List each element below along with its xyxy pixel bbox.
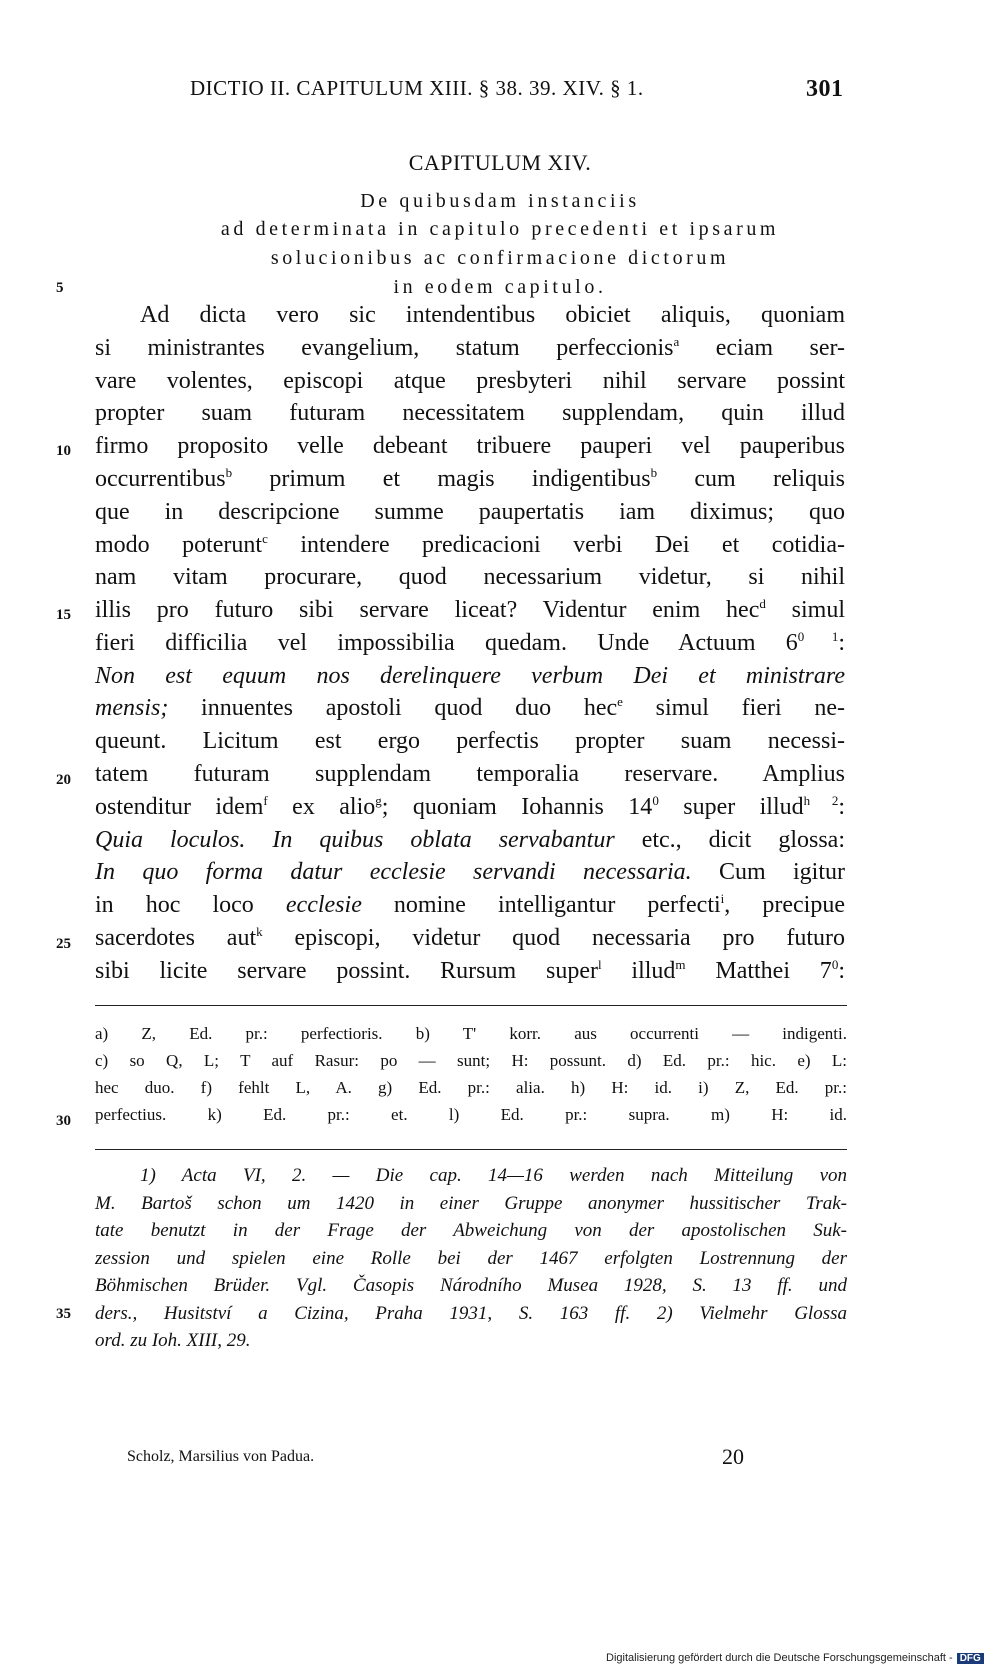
footnote-line: ord. zu Ioh. XIII, 29. bbox=[95, 1330, 251, 1351]
apparatus-marker: k bbox=[256, 924, 263, 939]
text-line: fieri difficilia vel impossibilia quedam. Unde Actuum $6^{0 1}$: bbox=[95, 629, 846, 656]
line-number: 10 bbox=[56, 443, 71, 459]
line-number: 15 bbox=[56, 607, 71, 623]
text-line: in hoc loco ecclesie nomine intelligantur perfecti$^i$, precipue bbox=[95, 891, 845, 918]
text-line: occurrentibus$^b$ primum et magis indigentibus$^b$ cum reliquis bbox=[95, 465, 846, 492]
apparatus-rule bbox=[95, 1005, 847, 1006]
apparatus-marker: m bbox=[675, 957, 686, 972]
text-line: In quo forma datur ecclesie servandi necessaria. Cum igitur bbox=[95, 859, 845, 885]
footnote-line: M. Bartoš schon um 1420 in einer Gruppe anonymer hussitischer Trak- bbox=[95, 1193, 847, 1214]
text-line: ostenditur idem$^f$ ex alio$^g$; quoniam Iohannis $14^0$ super illud$^{h 2}$: bbox=[95, 793, 845, 820]
apparatus-marker: f bbox=[263, 793, 268, 808]
text-line: tatem futuram supplendam temporalia reservare. Amplius bbox=[95, 761, 845, 787]
running-head-title: DICTIO II. CAPITULUM XIII. § 38. 39. XIV. § 1. bbox=[190, 76, 644, 100]
page-number: 301 bbox=[806, 76, 844, 102]
footnote-rule bbox=[95, 1149, 847, 1150]
chapter-subtitle-line: ad determinata in capitulo precedenti et ipsarum bbox=[220, 218, 780, 240]
chapter-subtitle-line: De quibusdam instanciis bbox=[360, 190, 640, 212]
apparatus-marker: a bbox=[673, 334, 680, 349]
apparatus-marker: b bbox=[225, 465, 233, 480]
apparatus-marker: l bbox=[597, 957, 602, 972]
apparatus-line: perfectius. k) Ed. pr.: et. l) Ed. pr.: supra. m) H: id. bbox=[95, 1105, 847, 1124]
dfg-logo: DFG bbox=[957, 1653, 984, 1664]
footnote-line: ders., Husitství a Cizina, Praha 1931, S. 163 ff. 2) Vielmehr Glossa bbox=[95, 1303, 847, 1324]
text-line: vare volentes, episcopi atque presbyteri nihil servare possint bbox=[95, 368, 845, 394]
signature-line: Scholz, Marsilius von Padua. bbox=[127, 1448, 315, 1465]
apparatus-marker: i bbox=[720, 891, 725, 906]
footnote-marker: 0 1 bbox=[797, 629, 839, 644]
apparatus-marker: d bbox=[759, 596, 766, 611]
line-number: 30 bbox=[56, 1113, 71, 1129]
text-line: sibi licite servare possint. Rursum super$^l$ illud$^m$ Matthei $7^0$: bbox=[95, 957, 845, 984]
text-line: Ad dicta vero sic intendentibus obiciet aliquis, quoniam bbox=[140, 302, 845, 328]
footnote-line: tate benutzt in der Frage der Abweichung von der apostolischen Suk- bbox=[95, 1220, 847, 1241]
signature-number: 20 bbox=[722, 1444, 744, 1469]
footnote-line: zession und spielen eine Rolle bei der 1467 erfolgten Lostrennung der bbox=[95, 1248, 847, 1269]
apparatus-marker: g bbox=[375, 793, 382, 808]
text-line: illis pro futuro sibi servare liceat? Videntur enim hec$^d$ simul bbox=[95, 596, 846, 623]
chapter-subtitle-line: solucionibus ac confirmacione dictorum bbox=[270, 247, 730, 269]
text-line: Quia loculos. In quibus oblata servabantur etc., dicit glossa: bbox=[95, 827, 846, 853]
digitization-notice bbox=[606, 1652, 984, 1664]
line-number: 20 bbox=[56, 772, 71, 788]
apparatus-line: hec duo. f) fehlt L, A. g) Ed. pr.: alia. h) H: id. i) Z, Ed. pr.: bbox=[95, 1078, 847, 1097]
chapter-subtitle-line: in eodem capitulo. bbox=[393, 276, 607, 298]
apparatus-marker: h 2 bbox=[803, 793, 839, 808]
text-line: mensis; innuentes apostoli quod duo hec$^e$ simul fieri ne- bbox=[95, 694, 845, 721]
footnote-line: Böhmischen Brüder. Vgl. Časopis Národního Musea 1928, S. 13 ff. und bbox=[95, 1275, 847, 1296]
apparatus-line: a) Z, Ed. pr.: perfectioris. b) T' korr. aus occurrenti — indigenti. bbox=[95, 1024, 847, 1043]
digitization-text: Digitalisierung gefördert durch die Deutsche Forschungsgemeinschaft - bbox=[606, 1652, 953, 1664]
degree-marker: 0 bbox=[652, 793, 659, 808]
text-line: propter suam futuram necessitatem supplendam, quin illud bbox=[95, 400, 845, 426]
degree-marker: 0 bbox=[831, 957, 839, 972]
text-line: si ministrantes evangelium, statum perfeccionis$^a$ eciam ser- bbox=[95, 334, 845, 361]
line-number: 35 bbox=[56, 1306, 71, 1322]
text-line: que in descripcione summe paupertatis iam diximus; quo bbox=[95, 499, 845, 525]
apparatus-marker: e bbox=[617, 694, 623, 709]
chapter-heading: CAPITULUM XIV. bbox=[408, 150, 592, 175]
apparatus-marker: c bbox=[262, 531, 268, 546]
text-line: queunt. Licitum est ergo perfectis propter suam necessi- bbox=[95, 728, 845, 754]
text-line: nam vitam procurare, quod necessarium videtur, si nihil bbox=[95, 564, 845, 590]
footnote-line: 1) Acta VI, 2. — Die cap. 14—16 werden nach Mitteilung von bbox=[140, 1165, 847, 1186]
text-line: modo poterunt$^c$ intendere predicacioni verbi Dei et cotidia- bbox=[95, 531, 845, 558]
line-number: 25 bbox=[56, 936, 71, 952]
text-line: firmo proposito velle debeant tribuere pauperi vel pauperibus bbox=[95, 433, 845, 459]
line-number: 5 bbox=[56, 280, 64, 296]
text-line: Non est equum nos derelinquere verbum Dei et ministrare bbox=[95, 663, 845, 689]
apparatus-line: c) so Q, L; T auf Rasur: po — sunt; H: possunt. d) Ed. pr.: hic. e) L: bbox=[95, 1051, 847, 1070]
text-line: sacerdotes aut$^k$ episcopi, videtur quod necessaria pro futuro bbox=[95, 924, 845, 951]
apparatus-marker: b bbox=[650, 465, 658, 480]
